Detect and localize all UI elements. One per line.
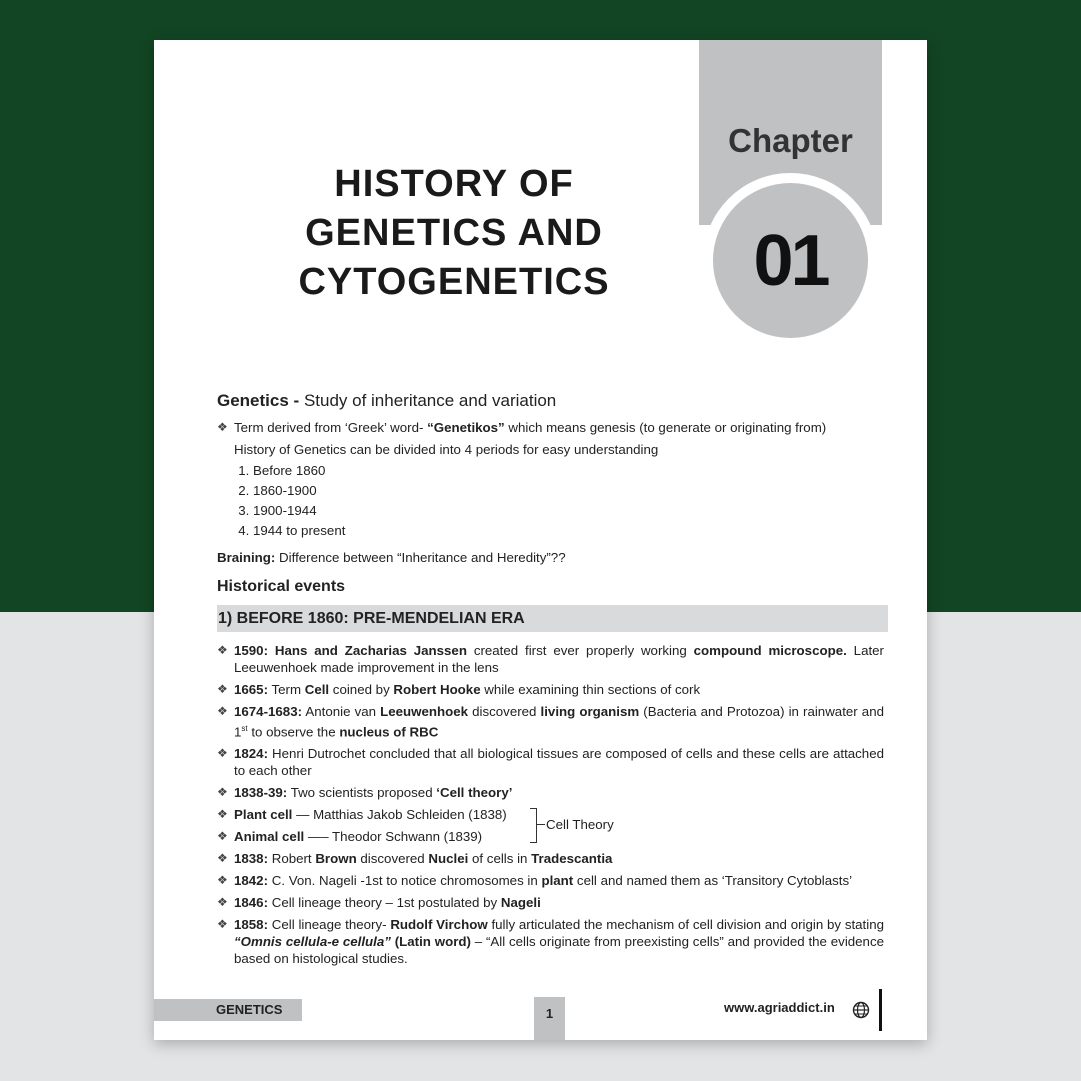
event-1838-39: ❖ 1838-39: Two scientists proposed ‘Cell theory’ [217, 785, 513, 801]
braining-note: Braining: Difference between “Inheritance and Heredity”?? [217, 550, 566, 565]
event-1842: ❖ 1842: C. Von. Nageli -1st to notice chromosomes in plant cell and named them as ‘Transitory Cytoblasts’ [217, 873, 853, 889]
list-item: 4. 1944 to present [253, 522, 884, 539]
section-title-band: 1) BEFORE 1860: PRE-MENDELIAN ERA [217, 605, 888, 632]
bullet-icon: ❖ [217, 895, 228, 910]
bullet-icon: ❖ [217, 851, 228, 866]
plant-cell-item: ❖ Plant cell — Matthias Jakob Schleiden (1838) [217, 807, 507, 823]
bullet-icon: ❖ [217, 807, 228, 822]
event-1824: ❖ 1824: Henri Dutrochet concluded that all biological tissues are composed of cells and these cells are attached to each other [217, 746, 884, 779]
title-line-3: CYTOGENETICS [298, 261, 610, 303]
brace-tick [537, 824, 545, 825]
periods-intro: History of Genetics can be divided into 4 periods for easy understanding [234, 442, 659, 457]
bullet-icon: ❖ [217, 704, 228, 718]
footer-divider [879, 989, 882, 1031]
event-1665: ❖ 1665: Term Cell coined by Robert Hooke while examining thin sections of cork [217, 682, 701, 697]
bullet-icon: ❖ [217, 917, 228, 932]
genetics-heading [217, 392, 884, 409]
globe-icon [852, 1001, 870, 1019]
list-item: 1. Before 1860 [253, 462, 884, 479]
bullet-icon: ❖ [217, 420, 228, 434]
genetics-definition: Study of inheritance and variation [303, 391, 557, 410]
chapter-number: 01 [753, 220, 828, 301]
footer-subject: GENETICS [154, 999, 302, 1021]
genetics-term: Genetics - [217, 391, 300, 410]
bullet-icon: ❖ [217, 785, 228, 800]
bullet-icon: ❖ [217, 873, 228, 888]
event-1590: ❖ 1590: Hans and Zacharias Janssen created first ever properly working compound microscope. Later Leeuwenhoek made improvement in the lens [217, 643, 884, 675]
cell-theory-group [217, 806, 884, 845]
chapter-title [244, 160, 664, 307]
list-item: 2. 1860-1900 [253, 482, 884, 499]
periods-list [217, 462, 884, 539]
chapter-label: Chapter [728, 122, 853, 159]
event-1846: ❖ 1846: Cell lineage theory – 1st postulated by Nageli [217, 895, 541, 911]
bullet-icon: ❖ [217, 643, 228, 657]
event-1858: ❖ 1858: Cell lineage theory- Rudolf Virchow fully articulated the mechanism of cell division and origin by stating “Omnis cellula-e cellula” (Latin word) – “All cells originate from preexisting cells” and provided the evidence based on histological studies. [217, 917, 884, 967]
intro-derived: ❖ Term derived from ‘Greek’ word- “Genetikos” which means genesis (to generate or originating from) [217, 420, 827, 435]
title-line-1: HISTORY OF [334, 163, 574, 205]
event-1674-1683: ❖ 1674-1683: Antonie van Leeuwenhoek discovered living organism (Bacteria and Protozoa) in rainwater and 1st to observe the nucleus of RBC [217, 704, 884, 740]
chapter-number-circle [713, 183, 868, 338]
animal-cell-item: ❖ Animal cell —– Theodor Schwann (1839) [217, 829, 483, 845]
title-line-2: GENETICS AND [305, 212, 603, 254]
bullet-icon: ❖ [217, 682, 228, 696]
bullet-icon: ❖ [217, 829, 228, 844]
cell-theory-label: Cell Theory [546, 817, 614, 833]
event-1838: ❖ 1838: Robert Brown discovered Nuclei of cells in Tradescantia [217, 851, 613, 867]
page-content [217, 392, 884, 972]
book-page [154, 40, 927, 1040]
footer-website-link[interactable]: www.agriaddict.in [724, 1000, 835, 1015]
page-number: 1 [534, 997, 565, 1040]
list-item: 3. 1900-1944 [253, 502, 884, 519]
bullet-icon: ❖ [217, 746, 228, 761]
brace-icon [530, 808, 537, 843]
historical-events-heading: Historical events [217, 578, 346, 595]
